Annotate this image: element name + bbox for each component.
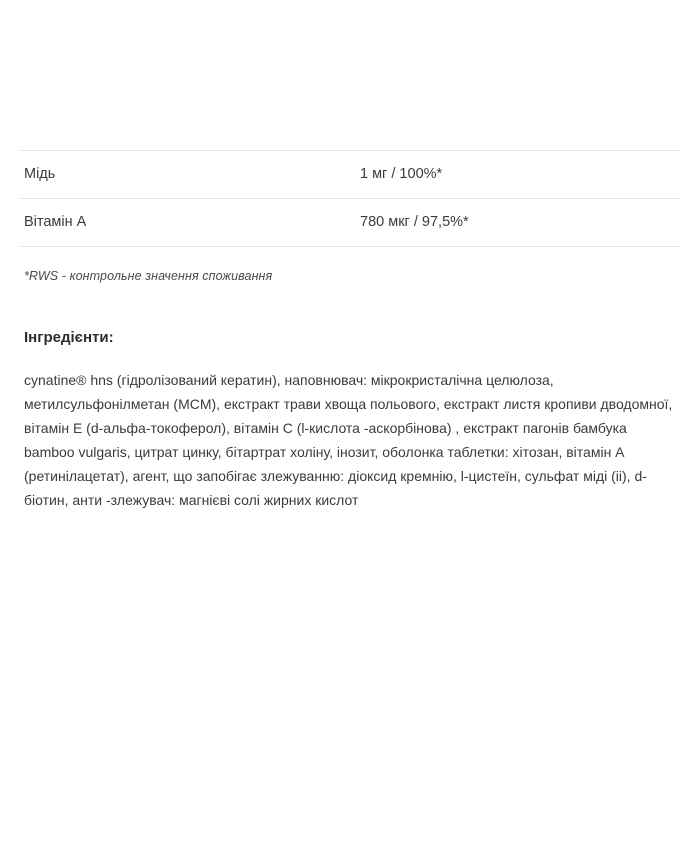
nutrient-name: Мідь bbox=[24, 166, 56, 182]
nutrient-value: 1 мг / 100%* bbox=[360, 166, 443, 182]
nutrition-table-body bbox=[20, 151, 680, 247]
ingredients-text: cynatine® hns (гідролізований кератин), наповнювач: мікрокристалічна целюлоза, метилсульфонілметан (MCM), екстракт трави хвоща польового, екстракт листя кропиви дводомної, вітамін Е (d-альфа-токоферол), вітамін С (l-кислота -аскорбінова) , екстракт пагонів бамбука bamboo vulgaris, цитрат цинку, бітартрат холіну, інозит, оболонка таблетки: хітозан, вітамін А (ретинілацетат), агент, що запобігає злежуванню: діоксид кремнію, l-цистеїн, сульфат міді (ii), d-біотин, анти -злежувач: магнієві солі жирних кислот bbox=[24, 371, 673, 509]
nutrient-value: 780 мкг / 97,5%* bbox=[360, 213, 469, 230]
nutrient-name: Вітамін А bbox=[24, 213, 87, 230]
ingredients-heading: Інгредієнти: bbox=[24, 328, 114, 346]
document-page bbox=[0, 150, 700, 850]
nutrition-facts-table bbox=[20, 150, 680, 247]
table-footnote: *RWS - контрольне значення споживання bbox=[24, 268, 273, 283]
table-row bbox=[20, 151, 680, 199]
table-row bbox=[20, 198, 680, 246]
